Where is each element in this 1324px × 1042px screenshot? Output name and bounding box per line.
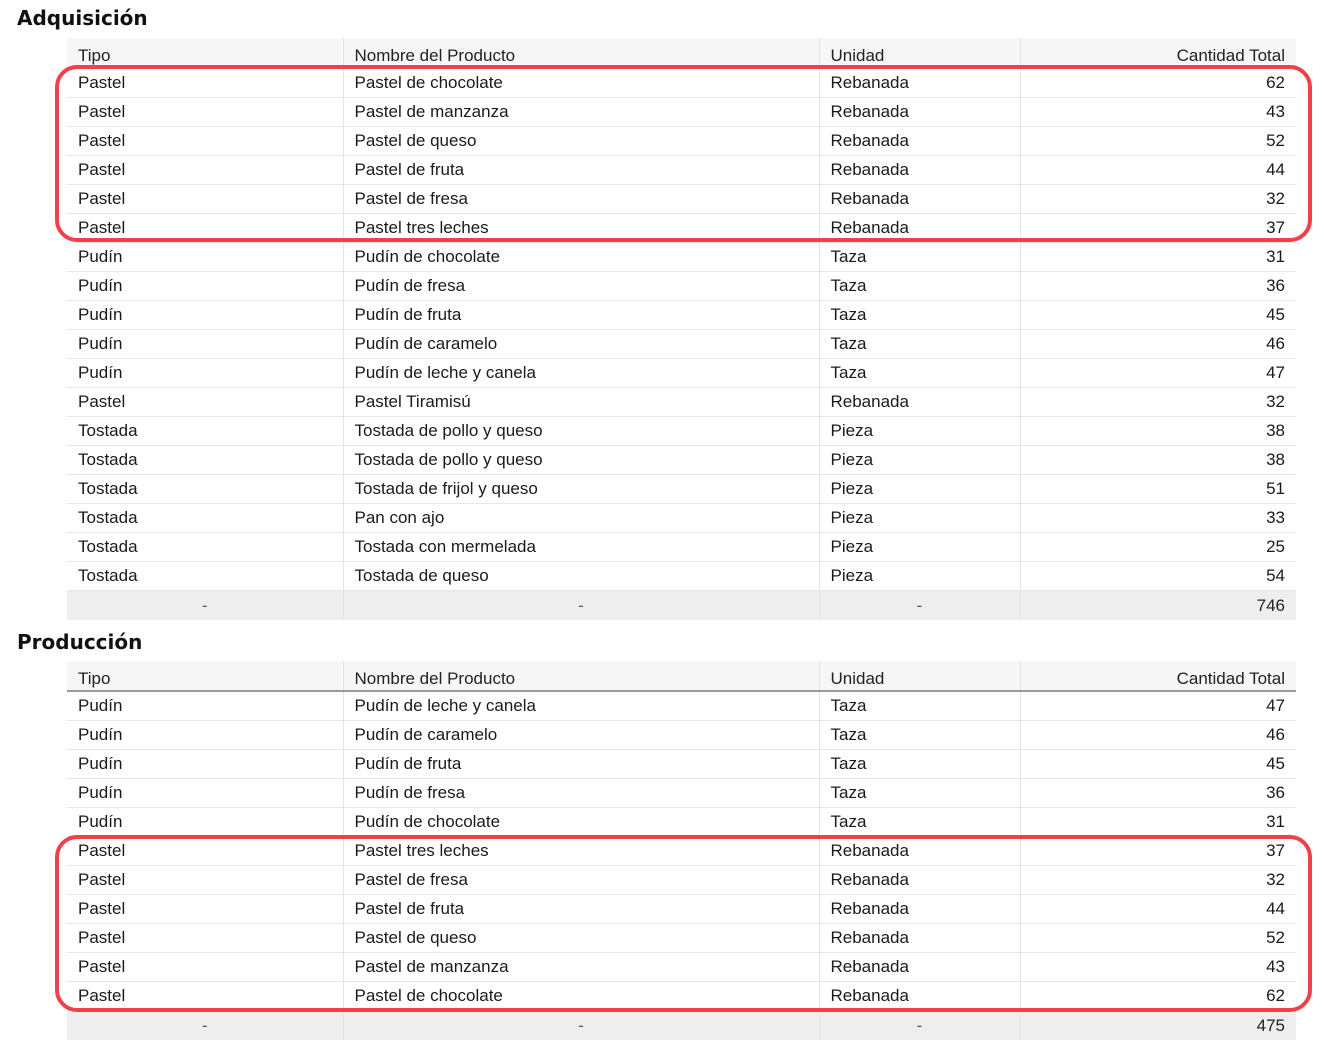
table-row xyxy=(67,982,1296,1011)
totals-row xyxy=(67,591,1296,621)
cell-unidad: Rebanada xyxy=(819,837,1020,866)
cell-cantidad-total: 52 xyxy=(1020,924,1296,953)
table-row xyxy=(67,417,1296,446)
cell-unidad: Pieza xyxy=(819,562,1020,591)
total-placeholder: - xyxy=(343,591,819,621)
cell-cantidad-total: 44 xyxy=(1020,895,1296,924)
cell-cantidad-total: 37 xyxy=(1020,837,1296,866)
cell-cantidad-total: 62 xyxy=(1020,982,1296,1011)
cell-unidad: Taza xyxy=(819,359,1020,388)
cell-unidad: Pieza xyxy=(819,504,1020,533)
cell-unidad: Rebanada xyxy=(819,68,1020,98)
cell-tipo: Pastel xyxy=(67,127,343,156)
total-cantidad: 746 xyxy=(1020,591,1296,621)
cell-unidad: Pieza xyxy=(819,475,1020,504)
cell-tipo: Pastel xyxy=(67,214,343,243)
cell-cantidad-total: 47 xyxy=(1020,691,1296,721)
cell-tipo: Pastel xyxy=(67,866,343,895)
cell-tipo: Pastel xyxy=(67,156,343,185)
cell-nombre-producto: Pan con ajo xyxy=(343,504,819,533)
cell-unidad: Rebanada xyxy=(819,866,1020,895)
cell-unidad: Rebanada xyxy=(819,214,1020,243)
cell-tipo: Pastel xyxy=(67,953,343,982)
column-header-cantidad-total[interactable]: Cantidad Total xyxy=(1020,38,1296,68)
cell-tipo: Pastel xyxy=(67,982,343,1011)
cell-nombre-producto: Pastel de manzanza xyxy=(343,98,819,127)
table-row xyxy=(67,475,1296,504)
table-row xyxy=(67,562,1296,591)
table-row xyxy=(67,272,1296,301)
cell-nombre-producto: Pudín de fruta xyxy=(343,301,819,330)
cell-nombre-producto: Pastel de fresa xyxy=(343,866,819,895)
table-row xyxy=(67,388,1296,417)
table-row xyxy=(67,446,1296,475)
cell-cantidad-total: 36 xyxy=(1020,272,1296,301)
column-header-tipo[interactable]: Tipo xyxy=(67,661,343,691)
cell-tipo: Pudín xyxy=(67,359,343,388)
cell-cantidad-total: 45 xyxy=(1020,750,1296,779)
cell-unidad: Rebanada xyxy=(819,98,1020,127)
cell-tipo: Tostada xyxy=(67,504,343,533)
cell-cantidad-total: 45 xyxy=(1020,301,1296,330)
table-row xyxy=(67,895,1296,924)
table-row xyxy=(67,127,1296,156)
cell-unidad: Taza xyxy=(819,779,1020,808)
cell-unidad: Rebanada xyxy=(819,127,1020,156)
table-row xyxy=(67,837,1296,866)
cell-nombre-producto: Pudín de fresa xyxy=(343,272,819,301)
cell-tipo: Pastel xyxy=(67,837,343,866)
cell-nombre-producto: Pudín de leche y canela xyxy=(343,359,819,388)
cell-tipo: Pudín xyxy=(67,721,343,750)
cell-unidad: Taza xyxy=(819,691,1020,721)
table-row xyxy=(67,214,1296,243)
total-placeholder: - xyxy=(67,591,343,621)
cell-cantidad-total: 44 xyxy=(1020,156,1296,185)
cell-cantidad-total: 62 xyxy=(1020,68,1296,98)
cell-tipo: Tostada xyxy=(67,417,343,446)
cell-unidad: Rebanada xyxy=(819,895,1020,924)
table-row xyxy=(67,721,1296,750)
cell-tipo: Pudín xyxy=(67,779,343,808)
cell-tipo: Tostada xyxy=(67,446,343,475)
table-header-row xyxy=(67,38,1296,68)
total-placeholder: - xyxy=(343,1011,819,1041)
table-adquisicion xyxy=(67,38,1296,620)
cell-unidad: Pieza xyxy=(819,533,1020,562)
cell-cantidad-total: 43 xyxy=(1020,98,1296,127)
cell-nombre-producto: Tostada de pollo y queso xyxy=(343,417,819,446)
table-row xyxy=(67,330,1296,359)
section-title-adquisicion: Adquisición xyxy=(17,6,148,30)
cell-nombre-producto: Pastel Tiramisú xyxy=(343,388,819,417)
cell-unidad: Pieza xyxy=(819,446,1020,475)
cell-tipo: Tostada xyxy=(67,533,343,562)
table-row xyxy=(67,779,1296,808)
cell-nombre-producto: Pastel de chocolate xyxy=(343,982,819,1011)
table-row xyxy=(67,156,1296,185)
cell-unidad: Pieza xyxy=(819,417,1020,446)
column-header-nombre-producto[interactable]: Nombre del Producto xyxy=(343,661,819,691)
cell-tipo: Pastel xyxy=(67,388,343,417)
cell-unidad: Rebanada xyxy=(819,185,1020,214)
table-row xyxy=(67,504,1296,533)
cell-cantidad-total: 31 xyxy=(1020,808,1296,837)
cell-nombre-producto: Pudín de caramelo xyxy=(343,330,819,359)
cell-tipo: Pastel xyxy=(67,98,343,127)
cell-nombre-producto: Pudín de caramelo xyxy=(343,721,819,750)
cell-unidad: Taza xyxy=(819,301,1020,330)
cell-cantidad-total: 33 xyxy=(1020,504,1296,533)
cell-unidad: Taza xyxy=(819,330,1020,359)
cell-cantidad-total: 38 xyxy=(1020,417,1296,446)
cell-nombre-producto: Tostada con mermelada xyxy=(343,533,819,562)
cell-cantidad-total: 47 xyxy=(1020,359,1296,388)
cell-nombre-producto: Pudín de fruta xyxy=(343,750,819,779)
total-placeholder: - xyxy=(819,1011,1020,1041)
cell-cantidad-total: 54 xyxy=(1020,562,1296,591)
table-row xyxy=(67,243,1296,272)
totals-row xyxy=(67,1011,1296,1041)
cell-unidad: Rebanada xyxy=(819,982,1020,1011)
cell-nombre-producto: Pastel de manzanza xyxy=(343,953,819,982)
cell-nombre-producto: Pudín de chocolate xyxy=(343,243,819,272)
cell-tipo: Pudín xyxy=(67,691,343,721)
table-row xyxy=(67,185,1296,214)
cell-cantidad-total: 36 xyxy=(1020,779,1296,808)
cell-tipo: Pudín xyxy=(67,243,343,272)
cell-tipo: Pastel xyxy=(67,895,343,924)
cell-unidad: Rebanada xyxy=(819,156,1020,185)
cell-cantidad-total: 32 xyxy=(1020,388,1296,417)
cell-unidad: Taza xyxy=(819,272,1020,301)
cell-unidad: Rebanada xyxy=(819,953,1020,982)
total-placeholder: - xyxy=(819,591,1020,621)
cell-tipo: Pudín xyxy=(67,272,343,301)
cell-cantidad-total: 43 xyxy=(1020,953,1296,982)
cell-nombre-producto: Pudín de fresa xyxy=(343,779,819,808)
cell-tipo: Pudín xyxy=(67,808,343,837)
cell-tipo: Pastel xyxy=(67,185,343,214)
cell-tipo: Pudín xyxy=(67,330,343,359)
table-row xyxy=(67,866,1296,895)
cell-unidad: Taza xyxy=(819,808,1020,837)
cell-nombre-producto: Tostada de queso xyxy=(343,562,819,591)
table-row xyxy=(67,924,1296,953)
cell-unidad: Rebanada xyxy=(819,388,1020,417)
table-row xyxy=(67,301,1296,330)
cell-unidad: Taza xyxy=(819,243,1020,272)
cell-cantidad-total: 46 xyxy=(1020,721,1296,750)
cell-cantidad-total: 38 xyxy=(1020,446,1296,475)
cell-nombre-producto: Pastel de chocolate xyxy=(343,68,819,98)
cell-nombre-producto: Pastel de fresa xyxy=(343,185,819,214)
section-title-produccion: Producción xyxy=(17,630,143,654)
total-placeholder: - xyxy=(67,1011,343,1041)
cell-nombre-producto: Pastel de queso xyxy=(343,924,819,953)
cell-tipo: Pudín xyxy=(67,750,343,779)
column-header-unidad[interactable]: Unidad xyxy=(819,38,1020,68)
cell-nombre-producto: Pastel de fruta xyxy=(343,895,819,924)
cell-nombre-producto: Pudín de leche y canela xyxy=(343,691,819,721)
table-row xyxy=(67,750,1296,779)
table-row xyxy=(67,533,1296,562)
table-produccion xyxy=(67,661,1296,1040)
table-row xyxy=(67,98,1296,127)
column-header-tipo[interactable]: Tipo xyxy=(67,38,343,68)
cell-tipo: Tostada xyxy=(67,562,343,591)
cell-cantidad-total: 46 xyxy=(1020,330,1296,359)
table-row xyxy=(67,808,1296,837)
cell-cantidad-total: 52 xyxy=(1020,127,1296,156)
cell-cantidad-total: 25 xyxy=(1020,533,1296,562)
cell-tipo: Pastel xyxy=(67,924,343,953)
cell-nombre-producto: Pudín de chocolate xyxy=(343,808,819,837)
cell-tipo: Pastel xyxy=(67,68,343,98)
cell-tipo: Tostada xyxy=(67,475,343,504)
cell-nombre-producto: Pastel de queso xyxy=(343,127,819,156)
cell-cantidad-total: 37 xyxy=(1020,214,1296,243)
total-cantidad: 475 xyxy=(1020,1011,1296,1041)
cell-unidad: Taza xyxy=(819,750,1020,779)
cell-cantidad-total: 32 xyxy=(1020,866,1296,895)
cell-cantidad-total: 32 xyxy=(1020,185,1296,214)
cell-nombre-producto: Pastel tres leches xyxy=(343,837,819,866)
cell-cantidad-total: 51 xyxy=(1020,475,1296,504)
cell-nombre-producto: Tostada de pollo y queso xyxy=(343,446,819,475)
table-row xyxy=(67,691,1296,721)
cell-nombre-producto: Pastel tres leches xyxy=(343,214,819,243)
column-header-unidad[interactable]: Unidad xyxy=(819,661,1020,691)
cell-cantidad-total: 31 xyxy=(1020,243,1296,272)
table-row xyxy=(67,68,1296,98)
cell-tipo: Pudín xyxy=(67,301,343,330)
table-header-row xyxy=(67,661,1296,691)
cell-unidad: Rebanada xyxy=(819,924,1020,953)
cell-nombre-producto: Tostada de frijol y queso xyxy=(343,475,819,504)
cell-unidad: Taza xyxy=(819,721,1020,750)
column-header-nombre-producto[interactable]: Nombre del Producto xyxy=(343,38,819,68)
table-row xyxy=(67,953,1296,982)
column-header-cantidad-total[interactable]: Cantidad Total xyxy=(1020,661,1296,691)
table-row xyxy=(67,359,1296,388)
cell-nombre-producto: Pastel de fruta xyxy=(343,156,819,185)
